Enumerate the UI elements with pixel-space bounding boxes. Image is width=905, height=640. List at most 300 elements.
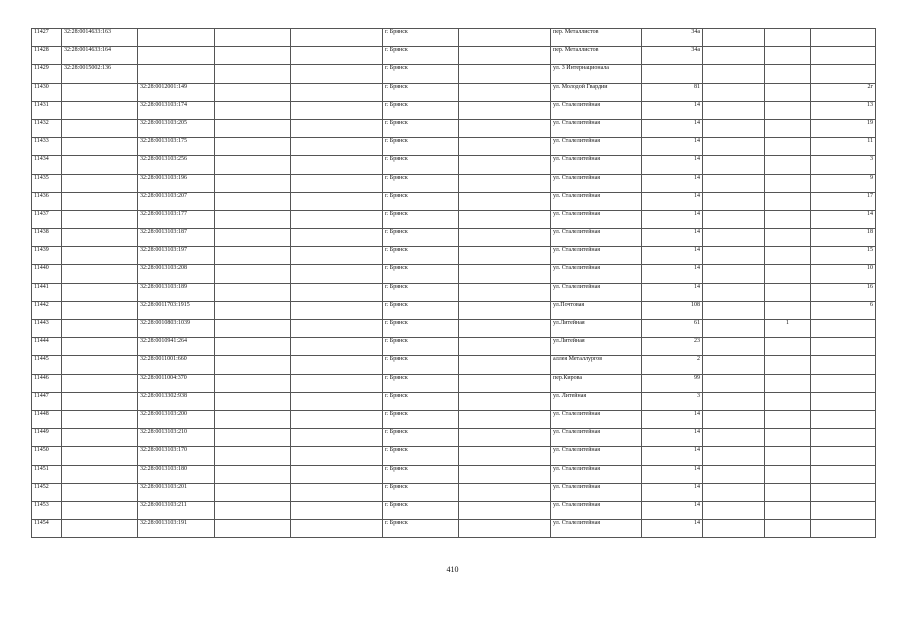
empty-cell: [291, 501, 383, 519]
row-number-cell: 11430: [32, 83, 62, 101]
row-number-cell: 11434: [32, 156, 62, 174]
cadastral-number-cell: [62, 410, 138, 428]
street-cell: пер. Металлистов: [551, 47, 642, 65]
city-cell: г. Брянск: [383, 156, 459, 174]
empty-cell: [703, 483, 765, 501]
cadastral-number-cell: [62, 447, 138, 465]
cadastral-number-cell: 32:28:0012001:149: [138, 83, 215, 101]
cadastral-number-cell: 32:28:0013103:174: [138, 101, 215, 119]
house-number-cell: 14: [642, 174, 703, 192]
table-row: [32, 520, 876, 538]
apartment-number-cell: 17: [811, 192, 876, 210]
apartment-number-cell: [811, 47, 876, 65]
empty-cell: [459, 483, 551, 501]
empty-cell: [291, 210, 383, 228]
apartment-number-cell: [811, 29, 876, 47]
empty-cell: [215, 247, 291, 265]
table-row: [32, 465, 876, 483]
cadastral-number-cell: [62, 429, 138, 447]
empty-cell: [291, 47, 383, 65]
table-row: [32, 119, 876, 137]
room-cell: [765, 447, 811, 465]
register-table: [31, 28, 876, 538]
room-cell: [765, 119, 811, 137]
street-cell: ул. Сталелитейная: [551, 520, 642, 538]
row-number-cell: 11440: [32, 265, 62, 283]
room-cell: [765, 520, 811, 538]
row-number-cell: 11447: [32, 392, 62, 410]
empty-cell: [459, 392, 551, 410]
row-number-cell: 11433: [32, 138, 62, 156]
empty-cell: [291, 283, 383, 301]
table-row: [32, 374, 876, 392]
empty-cell: [291, 520, 383, 538]
house-number-cell: 14: [642, 265, 703, 283]
house-number-cell: 81: [642, 83, 703, 101]
cadastral-number-cell: 32:28:0013103:189: [138, 283, 215, 301]
apartment-number-cell: 11: [811, 138, 876, 156]
city-cell: г. Брянск: [383, 410, 459, 428]
empty-cell: [703, 283, 765, 301]
house-number-cell: 14: [642, 283, 703, 301]
street-cell: ул. Сталелитейная: [551, 465, 642, 483]
empty-cell: [291, 374, 383, 392]
room-cell: [765, 47, 811, 65]
apartment-number-cell: 9: [811, 174, 876, 192]
empty-cell: [215, 65, 291, 83]
apartment-number-cell: [811, 392, 876, 410]
empty-cell: [215, 447, 291, 465]
street-cell: ул. Сталелитейная: [551, 192, 642, 210]
empty-cell: [703, 192, 765, 210]
empty-cell: [459, 47, 551, 65]
table-row: [32, 301, 876, 319]
table-row: [32, 283, 876, 301]
empty-cell: [459, 465, 551, 483]
empty-cell: [215, 429, 291, 447]
cadastral-number-cell: 32:28:0013103:197: [138, 247, 215, 265]
house-number-cell: 14: [642, 138, 703, 156]
empty-cell: [459, 265, 551, 283]
room-cell: [765, 138, 811, 156]
cadastral-number-cell: 32:28:0013103:177: [138, 210, 215, 228]
house-number-cell: 99: [642, 374, 703, 392]
cadastral-number-cell: 32:28:0013103:208: [138, 265, 215, 283]
street-cell: ул.Почтовая: [551, 301, 642, 319]
empty-cell: [703, 320, 765, 338]
row-number-cell: 11452: [32, 483, 62, 501]
cadastral-number-cell: [62, 392, 138, 410]
empty-cell: [215, 483, 291, 501]
empty-cell: [703, 229, 765, 247]
empty-cell: [703, 447, 765, 465]
cadastral-number-cell: 32:28:0013103:180: [138, 465, 215, 483]
empty-cell: [459, 283, 551, 301]
room-cell: [765, 465, 811, 483]
room-cell: [765, 501, 811, 519]
cadastral-number-cell: [62, 465, 138, 483]
city-cell: г. Брянск: [383, 283, 459, 301]
table-row: [32, 356, 876, 374]
empty-cell: [459, 374, 551, 392]
empty-cell: [291, 320, 383, 338]
city-cell: г. Брянск: [383, 392, 459, 410]
street-cell: ул. Молодой Гвардии: [551, 83, 642, 101]
empty-cell: [215, 210, 291, 228]
empty-cell: [703, 338, 765, 356]
empty-cell: [291, 356, 383, 374]
row-number-cell: 11453: [32, 501, 62, 519]
house-number-cell: 14: [642, 501, 703, 519]
empty-cell: [703, 83, 765, 101]
cadastral-number-cell: [62, 374, 138, 392]
table-row: [32, 429, 876, 447]
apartment-number-cell: [811, 356, 876, 374]
empty-cell: [291, 265, 383, 283]
empty-cell: [459, 229, 551, 247]
table-row: [32, 65, 876, 83]
table-row: [32, 247, 876, 265]
table-body: [32, 29, 876, 538]
empty-cell: [703, 465, 765, 483]
street-cell: ул. Сталелитейная: [551, 229, 642, 247]
apartment-number-cell: [811, 410, 876, 428]
row-number-cell: 11441: [32, 283, 62, 301]
house-number-cell: 14: [642, 229, 703, 247]
row-number-cell: 11445: [32, 356, 62, 374]
cadastral-number-cell: 32:28:0015002:136: [62, 65, 138, 83]
cadastral-number-cell: [62, 320, 138, 338]
cadastral-number-cell: 32:28:0013103:201: [138, 483, 215, 501]
street-cell: ул.Литейная: [551, 338, 642, 356]
cadastral-number-cell: [62, 83, 138, 101]
room-cell: 1: [765, 320, 811, 338]
house-number-cell: 34а: [642, 47, 703, 65]
cadastral-number-cell: 32:28:0010941:264: [138, 338, 215, 356]
apartment-number-cell: [811, 501, 876, 519]
street-cell: ул. Сталелитейная: [551, 138, 642, 156]
house-number-cell: 14: [642, 192, 703, 210]
house-number-cell: 14: [642, 465, 703, 483]
house-number-cell: 14: [642, 429, 703, 447]
cadastral-number-cell: [62, 156, 138, 174]
city-cell: г. Брянск: [383, 119, 459, 137]
empty-cell: [459, 320, 551, 338]
empty-cell: [703, 174, 765, 192]
cadastral-number-cell: [62, 247, 138, 265]
empty-cell: [291, 83, 383, 101]
city-cell: г. Брянск: [383, 192, 459, 210]
empty-cell: [703, 356, 765, 374]
cadastral-number-cell: [62, 101, 138, 119]
cadastral-number-cell: 32:28:0013103:200: [138, 410, 215, 428]
empty-cell: [459, 83, 551, 101]
city-cell: г. Брянск: [383, 138, 459, 156]
row-number-cell: 11443: [32, 320, 62, 338]
empty-cell: [215, 119, 291, 137]
table-row: [32, 101, 876, 119]
apartment-number-cell: 3: [811, 156, 876, 174]
cadastral-number-cell: [62, 265, 138, 283]
empty-cell: [215, 338, 291, 356]
row-number-cell: 11439: [32, 247, 62, 265]
row-number-cell: 11432: [32, 119, 62, 137]
cadastral-number-cell: [62, 138, 138, 156]
empty-cell: [459, 410, 551, 428]
apartment-number-cell: [811, 465, 876, 483]
empty-cell: [291, 29, 383, 47]
cadastral-number-cell: [62, 356, 138, 374]
empty-cell: [703, 119, 765, 137]
empty-cell: [215, 410, 291, 428]
empty-cell: [291, 156, 383, 174]
room-cell: [765, 483, 811, 501]
apartment-number-cell: 2г: [811, 83, 876, 101]
house-number-cell: 14: [642, 483, 703, 501]
apartment-number-cell: [811, 447, 876, 465]
empty-cell: [459, 301, 551, 319]
apartment-number-cell: [811, 483, 876, 501]
street-cell: аллея Металлургов: [551, 356, 642, 374]
city-cell: г. Брянск: [383, 101, 459, 119]
empty-cell: [215, 283, 291, 301]
empty-cell: [459, 447, 551, 465]
cadastral-number-cell: [62, 174, 138, 192]
city-cell: г. Брянск: [383, 83, 459, 101]
street-cell: ул. Сталелитейная: [551, 210, 642, 228]
empty-cell: [703, 374, 765, 392]
city-cell: г. Брянск: [383, 29, 459, 47]
empty-cell: [459, 119, 551, 137]
page-number: 410: [446, 565, 459, 574]
empty-cell: [215, 356, 291, 374]
cadastral-number-cell: 32:28:0013103:170: [138, 447, 215, 465]
house-number-cell: 14: [642, 210, 703, 228]
empty-cell: [703, 301, 765, 319]
table-row: [32, 265, 876, 283]
empty-cell: [459, 247, 551, 265]
row-number-cell: 11438: [32, 229, 62, 247]
table-row: [32, 174, 876, 192]
empty-cell: [291, 410, 383, 428]
table-row: [32, 501, 876, 519]
city-cell: г. Брянск: [383, 465, 459, 483]
empty-cell: [215, 465, 291, 483]
empty-cell: [291, 247, 383, 265]
cadastral-number-cell: [62, 501, 138, 519]
empty-cell: [215, 392, 291, 410]
city-cell: г. Брянск: [383, 265, 459, 283]
empty-cell: [291, 338, 383, 356]
table-row: [32, 138, 876, 156]
cadastral-number-cell: 32:28:0014633:163: [62, 29, 138, 47]
table-row: [32, 156, 876, 174]
street-cell: ул. Сталелитейная: [551, 247, 642, 265]
house-number-cell: [642, 65, 703, 83]
empty-cell: [703, 429, 765, 447]
empty-cell: [215, 501, 291, 519]
room-cell: [765, 301, 811, 319]
house-number-cell: 14: [642, 520, 703, 538]
cadastral-number-cell: [62, 229, 138, 247]
room-cell: [765, 392, 811, 410]
empty-cell: [291, 119, 383, 137]
street-cell: ул. Сталелитейная: [551, 483, 642, 501]
table-row: [32, 83, 876, 101]
room-cell: [765, 83, 811, 101]
city-cell: г. Брянск: [383, 210, 459, 228]
table-row: [32, 29, 876, 47]
cadastral-number-cell: 32:28:0013103:187: [138, 229, 215, 247]
street-cell: ул. Сталелитейная: [551, 447, 642, 465]
row-number-cell: 11442: [32, 301, 62, 319]
apartment-number-cell: [811, 65, 876, 83]
empty-cell: [291, 301, 383, 319]
row-number-cell: 11451: [32, 465, 62, 483]
city-cell: г. Брянск: [383, 483, 459, 501]
cadastral-number-cell: 32:28:0013103:196: [138, 174, 215, 192]
row-number-cell: 11428: [32, 47, 62, 65]
apartment-number-cell: [811, 320, 876, 338]
table-row: [32, 483, 876, 501]
cadastral-number-cell: [62, 338, 138, 356]
row-number-cell: 11427: [32, 29, 62, 47]
room-cell: [765, 156, 811, 174]
empty-cell: [703, 29, 765, 47]
empty-cell: [215, 374, 291, 392]
city-cell: г. Брянск: [383, 338, 459, 356]
house-number-cell: 108: [642, 301, 703, 319]
apartment-number-cell: 13: [811, 101, 876, 119]
empty-cell: [703, 101, 765, 119]
empty-cell: [215, 320, 291, 338]
street-cell: ул. Сталелитейная: [551, 156, 642, 174]
cadastral-number-cell: 32:28:0013103:175: [138, 138, 215, 156]
street-cell: ул. Сталелитейная: [551, 501, 642, 519]
house-number-cell: 2: [642, 356, 703, 374]
room-cell: [765, 247, 811, 265]
cadastral-number-cell: [62, 483, 138, 501]
cadastral-number-cell: 32:28:0013103:211: [138, 501, 215, 519]
apartment-number-cell: 19: [811, 119, 876, 137]
cadastral-number-cell: [138, 29, 215, 47]
apartment-number-cell: [811, 338, 876, 356]
empty-cell: [459, 192, 551, 210]
house-number-cell: 14: [642, 156, 703, 174]
cadastral-number-cell: 32:28:0013103:191: [138, 520, 215, 538]
empty-cell: [215, 83, 291, 101]
empty-cell: [703, 65, 765, 83]
house-number-cell: 61: [642, 320, 703, 338]
cadastral-number-cell: 32:28:0013302:938: [138, 392, 215, 410]
row-number-cell: 11431: [32, 101, 62, 119]
row-number-cell: 11435: [32, 174, 62, 192]
cadastral-number-cell: 32:28:0013103:256: [138, 156, 215, 174]
room-cell: [765, 283, 811, 301]
room-cell: [765, 229, 811, 247]
house-number-cell: 14: [642, 247, 703, 265]
cadastral-number-cell: [62, 301, 138, 319]
apartment-number-cell: 16: [811, 283, 876, 301]
apartment-number-cell: [811, 374, 876, 392]
room-cell: [765, 429, 811, 447]
empty-cell: [215, 47, 291, 65]
street-cell: ул. Сталелитейная: [551, 283, 642, 301]
room-cell: [765, 210, 811, 228]
city-cell: г. Брянск: [383, 47, 459, 65]
room-cell: [765, 174, 811, 192]
city-cell: г. Брянск: [383, 429, 459, 447]
cadastral-number-cell: 32:28:0011001:660: [138, 356, 215, 374]
table-row: [32, 447, 876, 465]
table-row: [32, 192, 876, 210]
room-cell: [765, 410, 811, 428]
empty-cell: [459, 501, 551, 519]
row-number-cell: 11449: [32, 429, 62, 447]
empty-cell: [215, 192, 291, 210]
room-cell: [765, 356, 811, 374]
empty-cell: [215, 138, 291, 156]
empty-cell: [459, 174, 551, 192]
room-cell: [765, 192, 811, 210]
street-cell: ул. Сталелитейная: [551, 265, 642, 283]
apartment-number-cell: 6: [811, 301, 876, 319]
street-cell: ул. Сталелитейная: [551, 410, 642, 428]
city-cell: г. Брянск: [383, 247, 459, 265]
cadastral-number-cell: [62, 119, 138, 137]
row-number-cell: 11429: [32, 65, 62, 83]
room-cell: [765, 374, 811, 392]
empty-cell: [703, 520, 765, 538]
cadastral-number-cell: 32:28:0013103:205: [138, 119, 215, 137]
street-cell: пер. Металлистов: [551, 29, 642, 47]
room-cell: [765, 338, 811, 356]
room-cell: [765, 65, 811, 83]
cadastral-number-cell: 32:28:0011703:1915: [138, 301, 215, 319]
empty-cell: [459, 156, 551, 174]
empty-cell: [459, 65, 551, 83]
table-row: [32, 47, 876, 65]
cadastral-number-cell: [138, 47, 215, 65]
city-cell: г. Брянск: [383, 520, 459, 538]
table-row: [32, 392, 876, 410]
empty-cell: [459, 101, 551, 119]
empty-cell: [215, 229, 291, 247]
city-cell: г. Брянск: [383, 320, 459, 338]
room-cell: [765, 29, 811, 47]
empty-cell: [703, 501, 765, 519]
row-number-cell: 11454: [32, 520, 62, 538]
row-number-cell: 11446: [32, 374, 62, 392]
empty-cell: [459, 138, 551, 156]
empty-cell: [703, 392, 765, 410]
street-cell: ул. Сталелитейная: [551, 174, 642, 192]
empty-cell: [703, 156, 765, 174]
room-cell: [765, 101, 811, 119]
apartment-number-cell: 15: [811, 247, 876, 265]
table-row: [32, 229, 876, 247]
empty-cell: [291, 101, 383, 119]
apartment-number-cell: 10: [811, 265, 876, 283]
table-row: [32, 410, 876, 428]
empty-cell: [459, 520, 551, 538]
cadastral-number-cell: 32:28:0013103:207: [138, 192, 215, 210]
house-number-cell: 3: [642, 392, 703, 410]
room-cell: [765, 265, 811, 283]
empty-cell: [215, 265, 291, 283]
street-cell: ул. Сталелитейная: [551, 429, 642, 447]
street-cell: ул. Литейная: [551, 392, 642, 410]
